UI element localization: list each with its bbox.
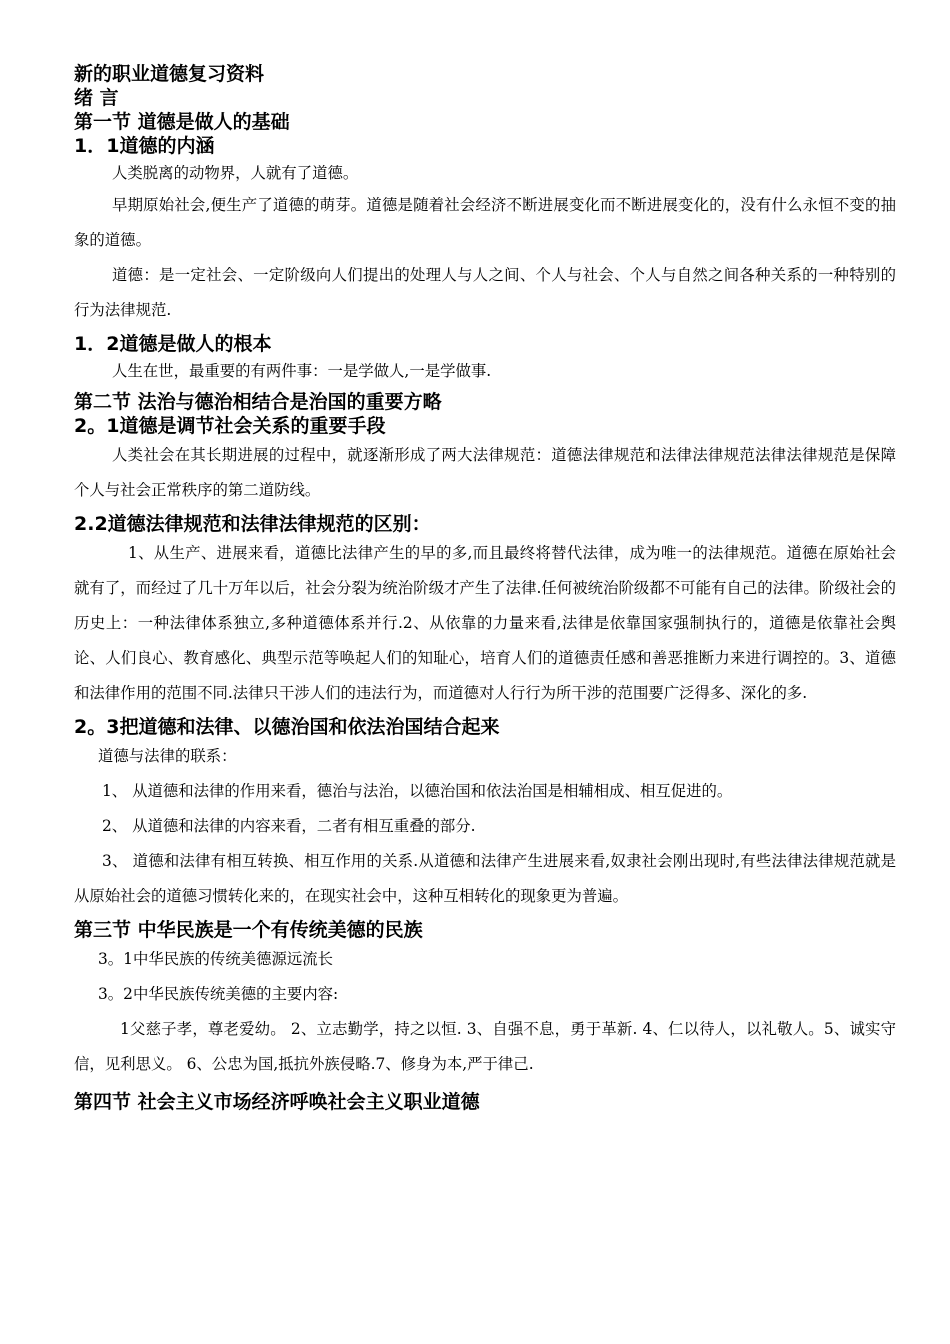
list-item-3-1: 3。1中华民族的传统美德源远流长 — [98, 950, 334, 968]
paragraph-1-1-a: 人类脱离的动物界，人就有了道德。 — [112, 164, 359, 182]
paragraph-1-2-a: 人生在世，最重要的有两件事：一是学做人,一是学做事. — [112, 362, 492, 380]
section-4-heading: 第四节 社会主义市场经济呼唤社会主义职业道德 — [74, 1091, 480, 1113]
subsection-1-1-heading: 1．1道德的内涵 — [74, 135, 215, 157]
list-item-2-3-2: 2、 从道德和法律的内容来看，二者有相互重叠的部分. — [102, 817, 476, 835]
paragraph-1-1-b: 早期原始社会,便生产了道德的萌芽。道德是随着社会经济不断进展变化而不断进展变化的，没有什么永恒不变的抽象的道德。 — [74, 196, 896, 249]
section-3-heading: 第三节 中华民族是一个有传统美德的民族 — [74, 919, 423, 941]
list-item-2-3-3: 3、 道德和法律有相互转换、相互作用的关系.从道德和法律产生进展来看,奴隶社会刚出现时,有些法律法律规范就是从原始社会的道德习惯转化来的，在现实社会中，这种互相转化的现象更为普遍。 — [74, 852, 896, 905]
paragraph-2-1-a: 人类社会在其长期进展的过程中，就逐渐形成了两大法律规范：道德法律规范和法律法律规范法律法律规范是保障个人与社会正常秩序的第二道防线。 — [74, 446, 896, 499]
paragraph-2-2-a: 1、从生产、进展来看，道德比法律产生的早的多,而且最终将替代法律，成为唯一的法律规范。道德在原始社会就有了，而经过了几十万年以后，社会分裂为统治阶级才产生了法律.任何被统治阶级都不可能有自己的法律。阶级社会的历史上：一种法律体系独立,多种道德体系并行.2、从依靠的力量来看,法律是依靠国家强制执行的，道德是依靠社会舆论、人们良心、教育感化、典型示范等唤起人们的知耻心，培育人们的道德责任感和善恶推断力来进行调控的。3、道德和法律作用的范围不同.法律只干涉人们的违法行为，而道德对人行行为所干涉的范围要广泛得多、深化的多. — [74, 544, 896, 702]
paragraph-3-2-a: 1父慈子孝，尊老爱幼。 2、立志勤学，持之以恒. 3、自强不息，勇于革新. 4、仁以待人，以礼敬人。5、诚实守信，见利思义。 6、公忠为国,抵抗外族侵略.7、修身为本,严于律己. — [74, 1020, 897, 1073]
subsection-1-2-heading: 1．2道德是做人的根本 — [74, 333, 272, 355]
subsection-2-3-heading: 2。3把道德和法律、以德治国和依法治国结合起来 — [74, 716, 500, 738]
list-item-3-2: 3。2中华民族传统美德的主要内容: — [98, 985, 339, 1003]
document-body — [74, 62, 896, 1114]
subsection-2-1-heading: 2。1道德是调节社会关系的重要手段 — [74, 415, 386, 437]
subsection-2-2-heading: 2.2道德法律规范和法律法律规范的区别： — [74, 513, 431, 535]
preface-heading: 绪 言 — [74, 87, 119, 109]
document-title: 新的职业道德复习资料 — [74, 63, 265, 85]
paragraph-2-3-intro: 道德与法律的联系： — [98, 747, 237, 765]
list-item-2-3-1: 1、 从道德和法律的作用来看，德治与法治，以德治国和依法治国是相辅相成、相互促进的。 — [102, 782, 733, 800]
section-2-heading: 第二节 法治与德治相结合是治国的重要方略 — [74, 391, 442, 413]
section-1-heading: 第一节 道德是做人的基础 — [74, 111, 290, 133]
paragraph-1-1-c: 道德：是一定社会、一定阶级向人们提出的处理人与人之间、个人与社会、个人与自然之间各种关系的一种特别的行为法律规范. — [74, 266, 896, 319]
